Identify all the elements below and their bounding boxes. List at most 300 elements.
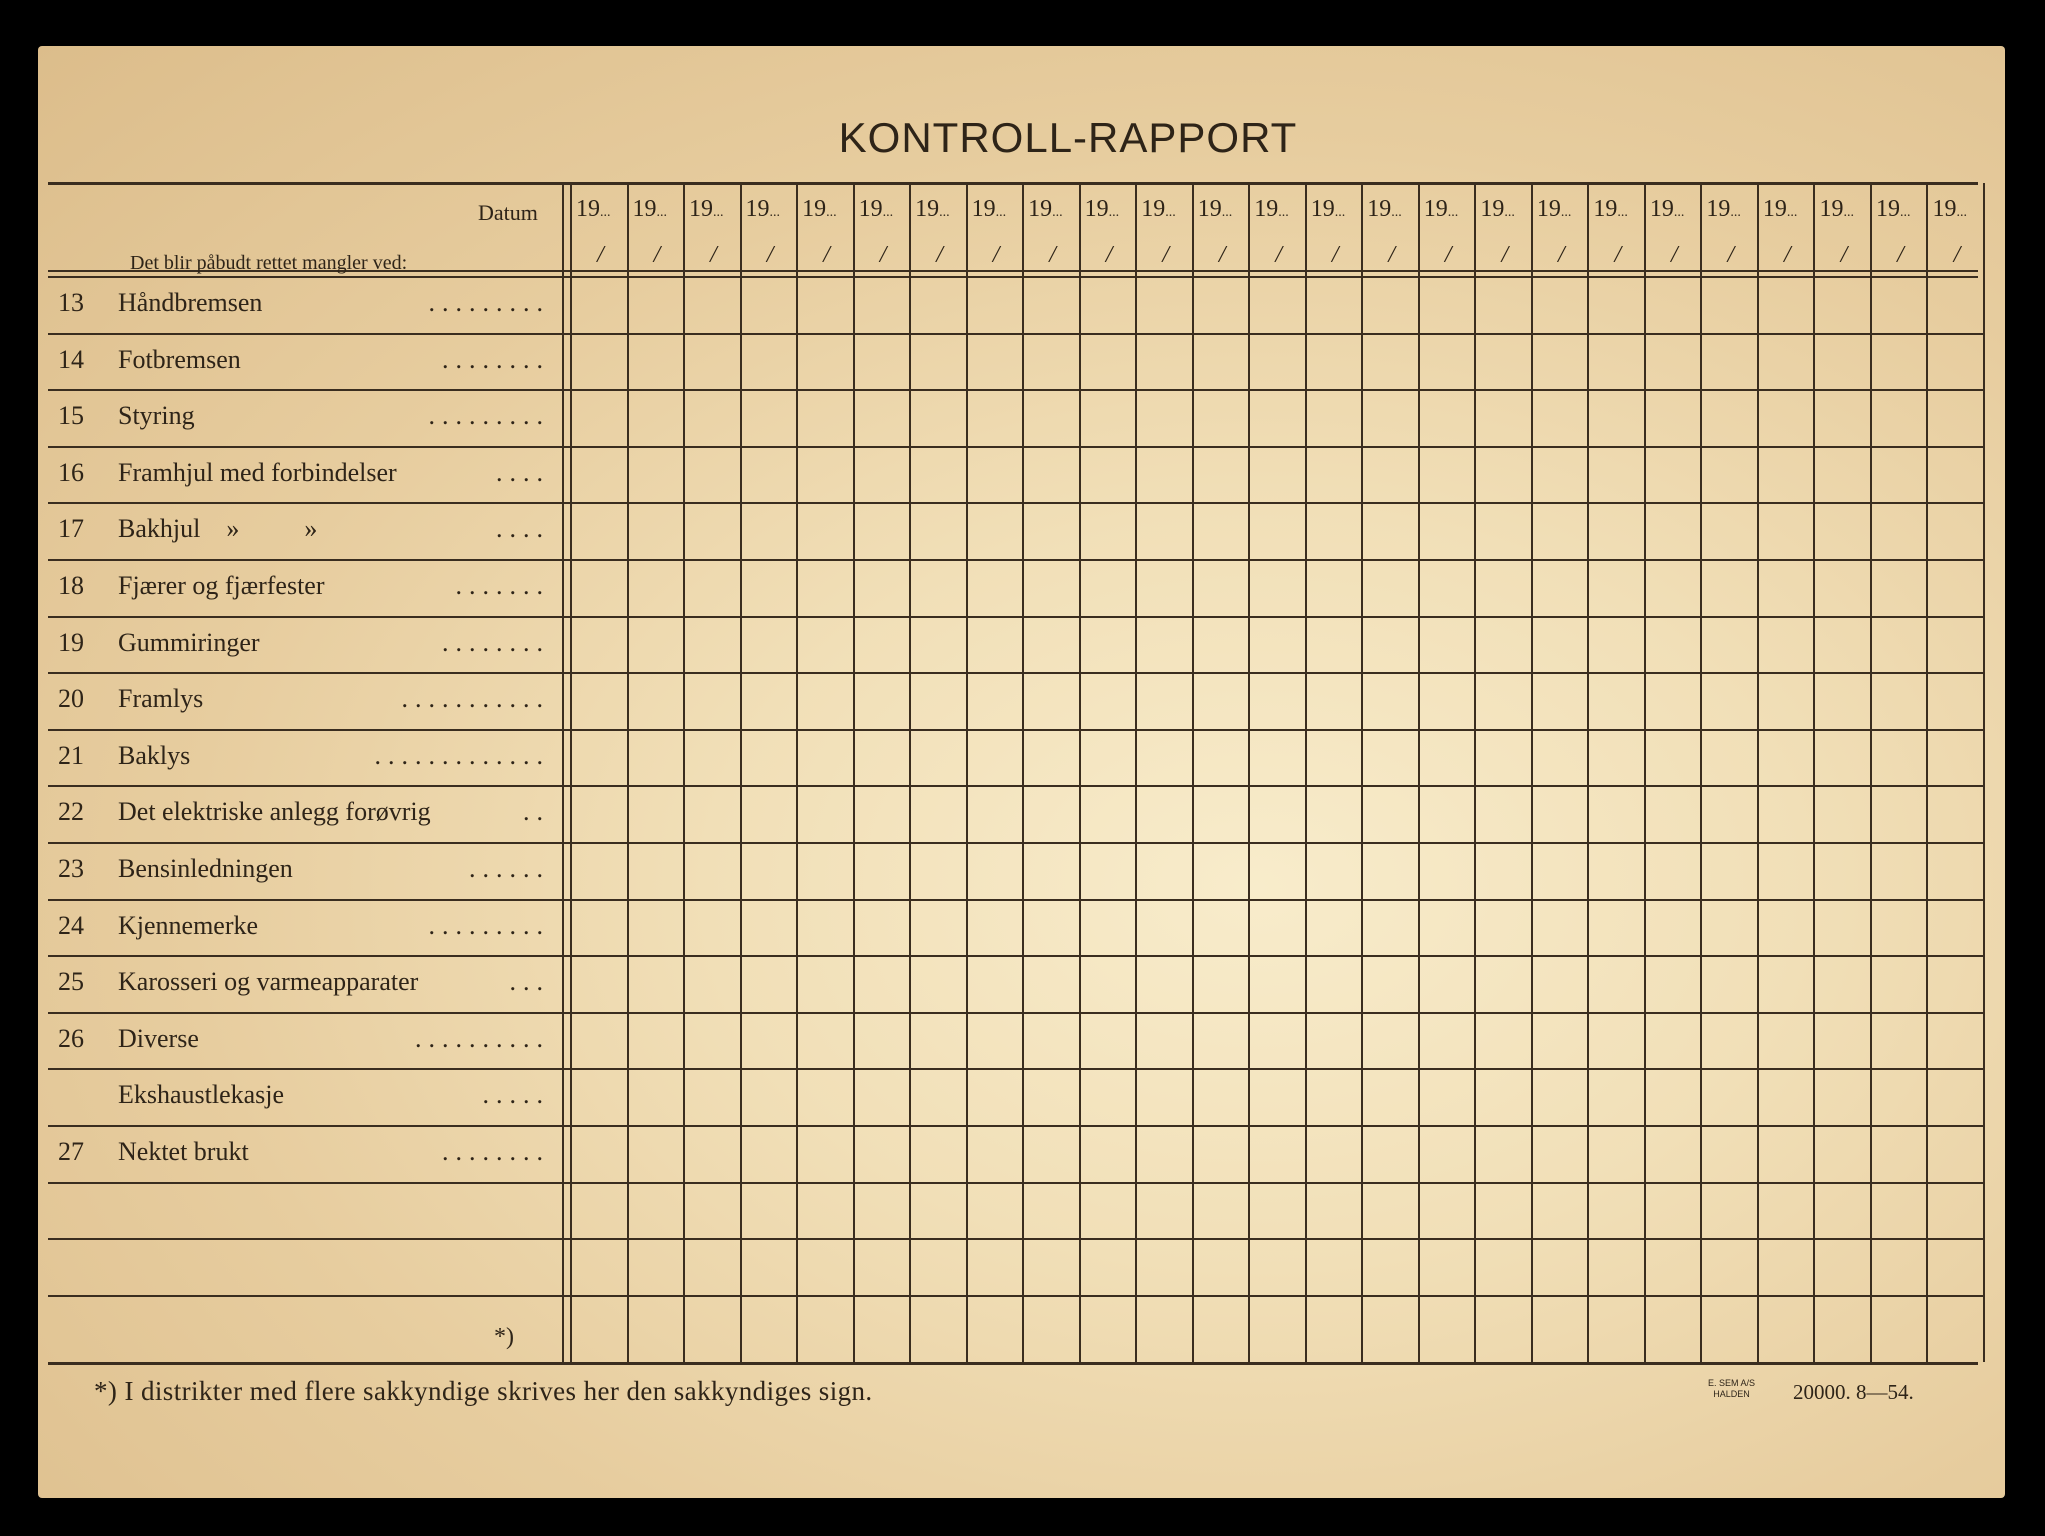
inspection-cell[interactable]: [1702, 448, 1757, 503]
inspection-cell[interactable]: [1872, 561, 1927, 616]
inspection-cell[interactable]: [1194, 1240, 1249, 1295]
inspection-cell[interactable]: [1137, 335, 1192, 390]
inspection-cell[interactable]: [1476, 957, 1531, 1012]
inspection-cell[interactable]: [1081, 1297, 1136, 1352]
inspection-cell[interactable]: [1815, 1240, 1870, 1295]
inspection-cell[interactable]: [1928, 674, 1983, 729]
inspection-cell[interactable]: [1815, 1297, 1870, 1352]
inspection-cell[interactable]: [1759, 844, 1814, 899]
date-year-cell[interactable]: [1198, 196, 1233, 223]
date-year-cell[interactable]: [689, 196, 724, 223]
inspection-cell[interactable]: [1363, 787, 1418, 842]
inspection-cell[interactable]: [1928, 1184, 1983, 1239]
inspection-cell[interactable]: [968, 957, 1023, 1012]
inspection-cell[interactable]: [685, 504, 740, 559]
inspection-cell[interactable]: [1872, 278, 1927, 333]
date-year-cell[interactable]: [1254, 196, 1289, 223]
inspection-cell[interactable]: [855, 1127, 910, 1182]
inspection-cell[interactable]: [1815, 618, 1870, 673]
inspection-cell[interactable]: [1815, 957, 1870, 1012]
inspection-cell[interactable]: [1420, 674, 1475, 729]
inspection-cell[interactable]: [1589, 335, 1644, 390]
inspection-cell[interactable]: [1420, 1127, 1475, 1182]
inspection-cell[interactable]: [1250, 787, 1305, 842]
inspection-cell[interactable]: [1476, 674, 1531, 729]
inspection-cell[interactable]: [1420, 448, 1475, 503]
inspection-cell[interactable]: [629, 1240, 684, 1295]
inspection-cell[interactable]: [1815, 561, 1870, 616]
inspection-cell[interactable]: [1363, 901, 1418, 956]
inspection-cell[interactable]: [1815, 1014, 1870, 1069]
inspection-cell[interactable]: [1137, 618, 1192, 673]
inspection-cell[interactable]: [1137, 1240, 1192, 1295]
inspection-cell[interactable]: [1363, 674, 1418, 729]
inspection-cell[interactable]: [1420, 1240, 1475, 1295]
inspection-cell[interactable]: [1759, 787, 1814, 842]
inspection-cell[interactable]: [798, 618, 853, 673]
inspection-cell[interactable]: [1024, 504, 1079, 559]
inspection-cell[interactable]: [1024, 844, 1079, 899]
inspection-cell[interactable]: [1589, 561, 1644, 616]
inspection-cell[interactable]: [911, 844, 966, 899]
inspection-cell[interactable]: [1420, 1070, 1475, 1125]
inspection-cell[interactable]: [1307, 335, 1362, 390]
inspection-cell[interactable]: [1307, 787, 1362, 842]
inspection-cell[interactable]: [572, 731, 627, 786]
inspection-cell[interactable]: [855, 504, 910, 559]
date-year-cell[interactable]: [746, 196, 781, 223]
inspection-cell[interactable]: [1589, 731, 1644, 786]
inspection-cell[interactable]: [572, 957, 627, 1012]
inspection-cell[interactable]: [1194, 278, 1249, 333]
inspection-cell[interactable]: [855, 335, 910, 390]
date-year-cell[interactable]: [633, 196, 668, 223]
inspection-cell[interactable]: [1363, 1127, 1418, 1182]
date-year-cell[interactable]: [1763, 196, 1798, 223]
inspection-cell[interactable]: [685, 1014, 740, 1069]
inspection-cell[interactable]: [1815, 901, 1870, 956]
inspection-cell[interactable]: [855, 674, 910, 729]
inspection-cell[interactable]: [968, 1184, 1023, 1239]
inspection-cell[interactable]: [572, 618, 627, 673]
inspection-cell[interactable]: [911, 391, 966, 446]
inspection-cell[interactable]: [1137, 1070, 1192, 1125]
date-year-cell[interactable]: [1932, 196, 1967, 223]
inspection-cell[interactable]: [572, 335, 627, 390]
inspection-cell[interactable]: [968, 1240, 1023, 1295]
inspection-cell[interactable]: [1702, 844, 1757, 899]
inspection-cell[interactable]: [742, 335, 797, 390]
inspection-cell[interactable]: [742, 1240, 797, 1295]
inspection-cell[interactable]: [968, 1297, 1023, 1352]
inspection-cell[interactable]: [968, 844, 1023, 899]
inspection-cell[interactable]: [1081, 844, 1136, 899]
inspection-cell[interactable]: [1081, 1014, 1136, 1069]
inspection-cell[interactable]: [1759, 731, 1814, 786]
inspection-cell[interactable]: [1250, 504, 1305, 559]
inspection-cell[interactable]: [1533, 1297, 1588, 1352]
inspection-cell[interactable]: [572, 1070, 627, 1125]
inspection-cell[interactable]: [1420, 561, 1475, 616]
date-year-cell[interactable]: [1028, 196, 1063, 223]
inspection-cell[interactable]: [1646, 448, 1701, 503]
inspection-cell[interactable]: [1476, 561, 1531, 616]
inspection-cell[interactable]: [1533, 448, 1588, 503]
date-year-cell[interactable]: [1141, 196, 1176, 223]
inspection-cell[interactable]: [1702, 1184, 1757, 1239]
inspection-cell[interactable]: [968, 335, 1023, 390]
inspection-cell[interactable]: [685, 957, 740, 1012]
inspection-cell[interactable]: [1872, 504, 1927, 559]
inspection-cell[interactable]: [1307, 731, 1362, 786]
inspection-cell[interactable]: [1420, 1014, 1475, 1069]
inspection-cell[interactable]: [1250, 1014, 1305, 1069]
inspection-cell[interactable]: [1533, 1240, 1588, 1295]
inspection-cell[interactable]: [1081, 561, 1136, 616]
inspection-cell[interactable]: [1759, 504, 1814, 559]
inspection-cell[interactable]: [629, 448, 684, 503]
inspection-cell[interactable]: [798, 674, 853, 729]
inspection-cell[interactable]: [1307, 391, 1362, 446]
inspection-cell[interactable]: [742, 391, 797, 446]
inspection-cell[interactable]: [1872, 1070, 1927, 1125]
inspection-cell[interactable]: [968, 1070, 1023, 1125]
inspection-cell[interactable]: [1081, 448, 1136, 503]
inspection-cell[interactable]: [1250, 1127, 1305, 1182]
inspection-cell[interactable]: [855, 1297, 910, 1352]
inspection-cell[interactable]: [1928, 391, 1983, 446]
inspection-cell[interactable]: [911, 1014, 966, 1069]
inspection-cell[interactable]: [1194, 618, 1249, 673]
inspection-cell[interactable]: [1194, 901, 1249, 956]
inspection-cell[interactable]: [1533, 731, 1588, 786]
inspection-cell[interactable]: [1363, 957, 1418, 1012]
inspection-cell[interactable]: [1420, 391, 1475, 446]
inspection-cell[interactable]: [1024, 901, 1079, 956]
inspection-cell[interactable]: [1928, 787, 1983, 842]
inspection-cell[interactable]: [1363, 561, 1418, 616]
inspection-cell[interactable]: [855, 957, 910, 1012]
inspection-cell[interactable]: [685, 561, 740, 616]
inspection-cell[interactable]: [1533, 618, 1588, 673]
inspection-cell[interactable]: [1307, 1014, 1362, 1069]
inspection-cell[interactable]: [1928, 278, 1983, 333]
inspection-cell[interactable]: [1476, 335, 1531, 390]
inspection-cell[interactable]: [855, 278, 910, 333]
inspection-cell[interactable]: [1194, 1127, 1249, 1182]
inspection-cell[interactable]: [1307, 504, 1362, 559]
inspection-cell[interactable]: [1307, 561, 1362, 616]
inspection-cell[interactable]: [1928, 335, 1983, 390]
inspection-cell[interactable]: [1250, 448, 1305, 503]
inspection-cell[interactable]: [1476, 278, 1531, 333]
inspection-cell[interactable]: [1533, 674, 1588, 729]
inspection-cell[interactable]: [1759, 561, 1814, 616]
inspection-cell[interactable]: [1589, 1184, 1644, 1239]
inspection-cell[interactable]: [1928, 448, 1983, 503]
date-year-cell[interactable]: [1706, 196, 1741, 223]
inspection-cell[interactable]: [1646, 1297, 1701, 1352]
inspection-cell[interactable]: [1194, 448, 1249, 503]
inspection-cell[interactable]: [1024, 787, 1079, 842]
inspection-cell[interactable]: [1872, 901, 1927, 956]
inspection-cell[interactable]: [855, 787, 910, 842]
inspection-cell[interactable]: [1420, 901, 1475, 956]
inspection-cell[interactable]: [1363, 844, 1418, 899]
inspection-cell[interactable]: [742, 731, 797, 786]
inspection-cell[interactable]: [742, 787, 797, 842]
inspection-cell[interactable]: [1589, 504, 1644, 559]
inspection-cell[interactable]: [1533, 1184, 1588, 1239]
inspection-cell[interactable]: [629, 1184, 684, 1239]
inspection-cell[interactable]: [855, 901, 910, 956]
inspection-cell[interactable]: [1702, 731, 1757, 786]
inspection-cell[interactable]: [1081, 957, 1136, 1012]
inspection-cell[interactable]: [1476, 1240, 1531, 1295]
inspection-cell[interactable]: [855, 448, 910, 503]
inspection-cell[interactable]: [1759, 448, 1814, 503]
inspection-cell[interactable]: [629, 391, 684, 446]
inspection-cell[interactable]: [1476, 391, 1531, 446]
inspection-cell[interactable]: [1646, 787, 1701, 842]
inspection-cell[interactable]: [1024, 674, 1079, 729]
inspection-cell[interactable]: [1363, 335, 1418, 390]
inspection-cell[interactable]: [1307, 448, 1362, 503]
inspection-cell[interactable]: [1872, 1014, 1927, 1069]
inspection-cell[interactable]: [1928, 1127, 1983, 1182]
inspection-cell[interactable]: [685, 1070, 740, 1125]
inspection-cell[interactable]: [629, 335, 684, 390]
inspection-cell[interactable]: [968, 504, 1023, 559]
inspection-cell[interactable]: [1589, 844, 1644, 899]
inspection-cell[interactable]: [1759, 1014, 1814, 1069]
inspection-cell[interactable]: [1081, 731, 1136, 786]
inspection-cell[interactable]: [855, 844, 910, 899]
inspection-cell[interactable]: [855, 391, 910, 446]
date-year-cell[interactable]: [1650, 196, 1685, 223]
inspection-cell[interactable]: [798, 787, 853, 842]
inspection-cell[interactable]: [1702, 391, 1757, 446]
inspection-cell[interactable]: [1646, 1070, 1701, 1125]
inspection-cell[interactable]: [685, 448, 740, 503]
inspection-cell[interactable]: [1476, 1070, 1531, 1125]
inspection-cell[interactable]: [1759, 391, 1814, 446]
inspection-cell[interactable]: [1137, 1184, 1192, 1239]
inspection-cell[interactable]: [1928, 561, 1983, 616]
inspection-cell[interactable]: [1815, 674, 1870, 729]
inspection-cell[interactable]: [1589, 1014, 1644, 1069]
inspection-cell[interactable]: [1872, 391, 1927, 446]
inspection-cell[interactable]: [1928, 1070, 1983, 1125]
inspection-cell[interactable]: [798, 504, 853, 559]
inspection-cell[interactable]: [1194, 731, 1249, 786]
inspection-cell[interactable]: [1646, 561, 1701, 616]
inspection-cell[interactable]: [911, 901, 966, 956]
inspection-cell[interactable]: [1476, 844, 1531, 899]
inspection-cell[interactable]: [629, 278, 684, 333]
inspection-cell[interactable]: [1759, 1127, 1814, 1182]
inspection-cell[interactable]: [685, 1297, 740, 1352]
inspection-cell[interactable]: [1137, 731, 1192, 786]
inspection-cell[interactable]: [1646, 1014, 1701, 1069]
inspection-cell[interactable]: [1872, 335, 1927, 390]
inspection-cell[interactable]: [1533, 504, 1588, 559]
inspection-cell[interactable]: [1759, 278, 1814, 333]
inspection-cell[interactable]: [572, 844, 627, 899]
inspection-cell[interactable]: [572, 1297, 627, 1352]
inspection-cell[interactable]: [1815, 844, 1870, 899]
inspection-cell[interactable]: [1589, 618, 1644, 673]
inspection-cell[interactable]: [572, 1240, 627, 1295]
date-year-cell[interactable]: [802, 196, 837, 223]
inspection-cell[interactable]: [685, 901, 740, 956]
inspection-cell[interactable]: [1081, 504, 1136, 559]
inspection-cell[interactable]: [742, 561, 797, 616]
inspection-cell[interactable]: [1702, 618, 1757, 673]
inspection-cell[interactable]: [1363, 1184, 1418, 1239]
inspection-cell[interactable]: [1928, 618, 1983, 673]
inspection-cell[interactable]: [1476, 1184, 1531, 1239]
inspection-cell[interactable]: [1194, 1070, 1249, 1125]
inspection-cell[interactable]: [1137, 1297, 1192, 1352]
inspection-cell[interactable]: [1137, 391, 1192, 446]
inspection-cell[interactable]: [1420, 504, 1475, 559]
inspection-cell[interactable]: [1815, 787, 1870, 842]
inspection-cell[interactable]: [1702, 504, 1757, 559]
inspection-cell[interactable]: [742, 448, 797, 503]
inspection-cell[interactable]: [1646, 1240, 1701, 1295]
inspection-cell[interactable]: [911, 335, 966, 390]
inspection-cell[interactable]: [1307, 278, 1362, 333]
date-year-cell[interactable]: [1424, 196, 1459, 223]
inspection-cell[interactable]: [1646, 618, 1701, 673]
inspection-cell[interactable]: [629, 1014, 684, 1069]
inspection-cell[interactable]: [911, 618, 966, 673]
inspection-cell[interactable]: [1024, 1014, 1079, 1069]
inspection-cell[interactable]: [1702, 278, 1757, 333]
date-year-cell[interactable]: [1311, 196, 1346, 223]
inspection-cell[interactable]: [1476, 1297, 1531, 1352]
inspection-cell[interactable]: [1589, 1070, 1644, 1125]
inspection-cell[interactable]: [1363, 278, 1418, 333]
inspection-cell[interactable]: [1533, 335, 1588, 390]
inspection-cell[interactable]: [629, 561, 684, 616]
inspection-cell[interactable]: [1420, 335, 1475, 390]
inspection-cell[interactable]: [1646, 731, 1701, 786]
inspection-cell[interactable]: [572, 1127, 627, 1182]
inspection-cell[interactable]: [798, 448, 853, 503]
inspection-cell[interactable]: [1194, 1184, 1249, 1239]
inspection-cell[interactable]: [1250, 1240, 1305, 1295]
inspection-cell[interactable]: [968, 1127, 1023, 1182]
inspection-cell[interactable]: [1420, 787, 1475, 842]
inspection-cell[interactable]: [911, 1297, 966, 1352]
inspection-cell[interactable]: [1137, 674, 1192, 729]
inspection-cell[interactable]: [1194, 957, 1249, 1012]
inspection-cell[interactable]: [1646, 674, 1701, 729]
inspection-cell[interactable]: [1307, 1240, 1362, 1295]
inspection-cell[interactable]: [572, 901, 627, 956]
inspection-cell[interactable]: [911, 787, 966, 842]
inspection-cell[interactable]: [1872, 448, 1927, 503]
inspection-cell[interactable]: [798, 1184, 853, 1239]
inspection-cell[interactable]: [685, 674, 740, 729]
inspection-cell[interactable]: [968, 674, 1023, 729]
inspection-cell[interactable]: [1194, 561, 1249, 616]
inspection-cell[interactable]: [1589, 957, 1644, 1012]
inspection-cell[interactable]: [1872, 618, 1927, 673]
inspection-cell[interactable]: [1250, 731, 1305, 786]
inspection-cell[interactable]: [1081, 618, 1136, 673]
inspection-cell[interactable]: [1702, 561, 1757, 616]
inspection-cell[interactable]: [1024, 1240, 1079, 1295]
inspection-cell[interactable]: [968, 278, 1023, 333]
inspection-cell[interactable]: [1024, 561, 1079, 616]
inspection-cell[interactable]: [685, 787, 740, 842]
inspection-cell[interactable]: [1081, 391, 1136, 446]
inspection-cell[interactable]: [1702, 1070, 1757, 1125]
inspection-cell[interactable]: [1533, 787, 1588, 842]
inspection-cell[interactable]: [742, 901, 797, 956]
inspection-cell[interactable]: [1646, 901, 1701, 956]
inspection-cell[interactable]: [798, 335, 853, 390]
inspection-cell[interactable]: [911, 1240, 966, 1295]
inspection-cell[interactable]: [1589, 1240, 1644, 1295]
inspection-cell[interactable]: [1420, 731, 1475, 786]
inspection-cell[interactable]: [1589, 278, 1644, 333]
inspection-cell[interactable]: [1194, 1014, 1249, 1069]
inspection-cell[interactable]: [742, 1297, 797, 1352]
inspection-cell[interactable]: [1476, 731, 1531, 786]
inspection-cell[interactable]: [629, 674, 684, 729]
inspection-cell[interactable]: [1759, 957, 1814, 1012]
inspection-cell[interactable]: [911, 1127, 966, 1182]
inspection-cell[interactable]: [1759, 674, 1814, 729]
inspection-cell[interactable]: [572, 391, 627, 446]
inspection-cell[interactable]: [1476, 504, 1531, 559]
inspection-cell[interactable]: [1137, 844, 1192, 899]
inspection-cell[interactable]: [1533, 561, 1588, 616]
inspection-cell[interactable]: [1872, 674, 1927, 729]
inspection-cell[interactable]: [1024, 278, 1079, 333]
inspection-cell[interactable]: [1250, 957, 1305, 1012]
inspection-cell[interactable]: [1815, 278, 1870, 333]
inspection-cell[interactable]: [855, 1240, 910, 1295]
inspection-cell[interactable]: [1589, 391, 1644, 446]
inspection-cell[interactable]: [1815, 448, 1870, 503]
inspection-cell[interactable]: [685, 618, 740, 673]
inspection-cell[interactable]: [798, 391, 853, 446]
date-year-cell[interactable]: [915, 196, 950, 223]
inspection-cell[interactable]: [1081, 787, 1136, 842]
inspection-cell[interactable]: [629, 1127, 684, 1182]
inspection-cell[interactable]: [1815, 391, 1870, 446]
inspection-cell[interactable]: [1307, 674, 1362, 729]
inspection-cell[interactable]: [798, 1070, 853, 1125]
inspection-cell[interactable]: [1476, 787, 1531, 842]
inspection-cell[interactable]: [742, 1014, 797, 1069]
inspection-cell[interactable]: [798, 278, 853, 333]
inspection-cell[interactable]: [855, 1070, 910, 1125]
date-year-cell[interactable]: [1480, 196, 1515, 223]
inspection-cell[interactable]: [1081, 1240, 1136, 1295]
inspection-cell[interactable]: [1194, 391, 1249, 446]
date-year-cell[interactable]: [1537, 196, 1572, 223]
inspection-cell[interactable]: [1081, 901, 1136, 956]
inspection-cell[interactable]: [798, 901, 853, 956]
date-year-cell[interactable]: [1593, 196, 1628, 223]
inspection-cell[interactable]: [1420, 618, 1475, 673]
